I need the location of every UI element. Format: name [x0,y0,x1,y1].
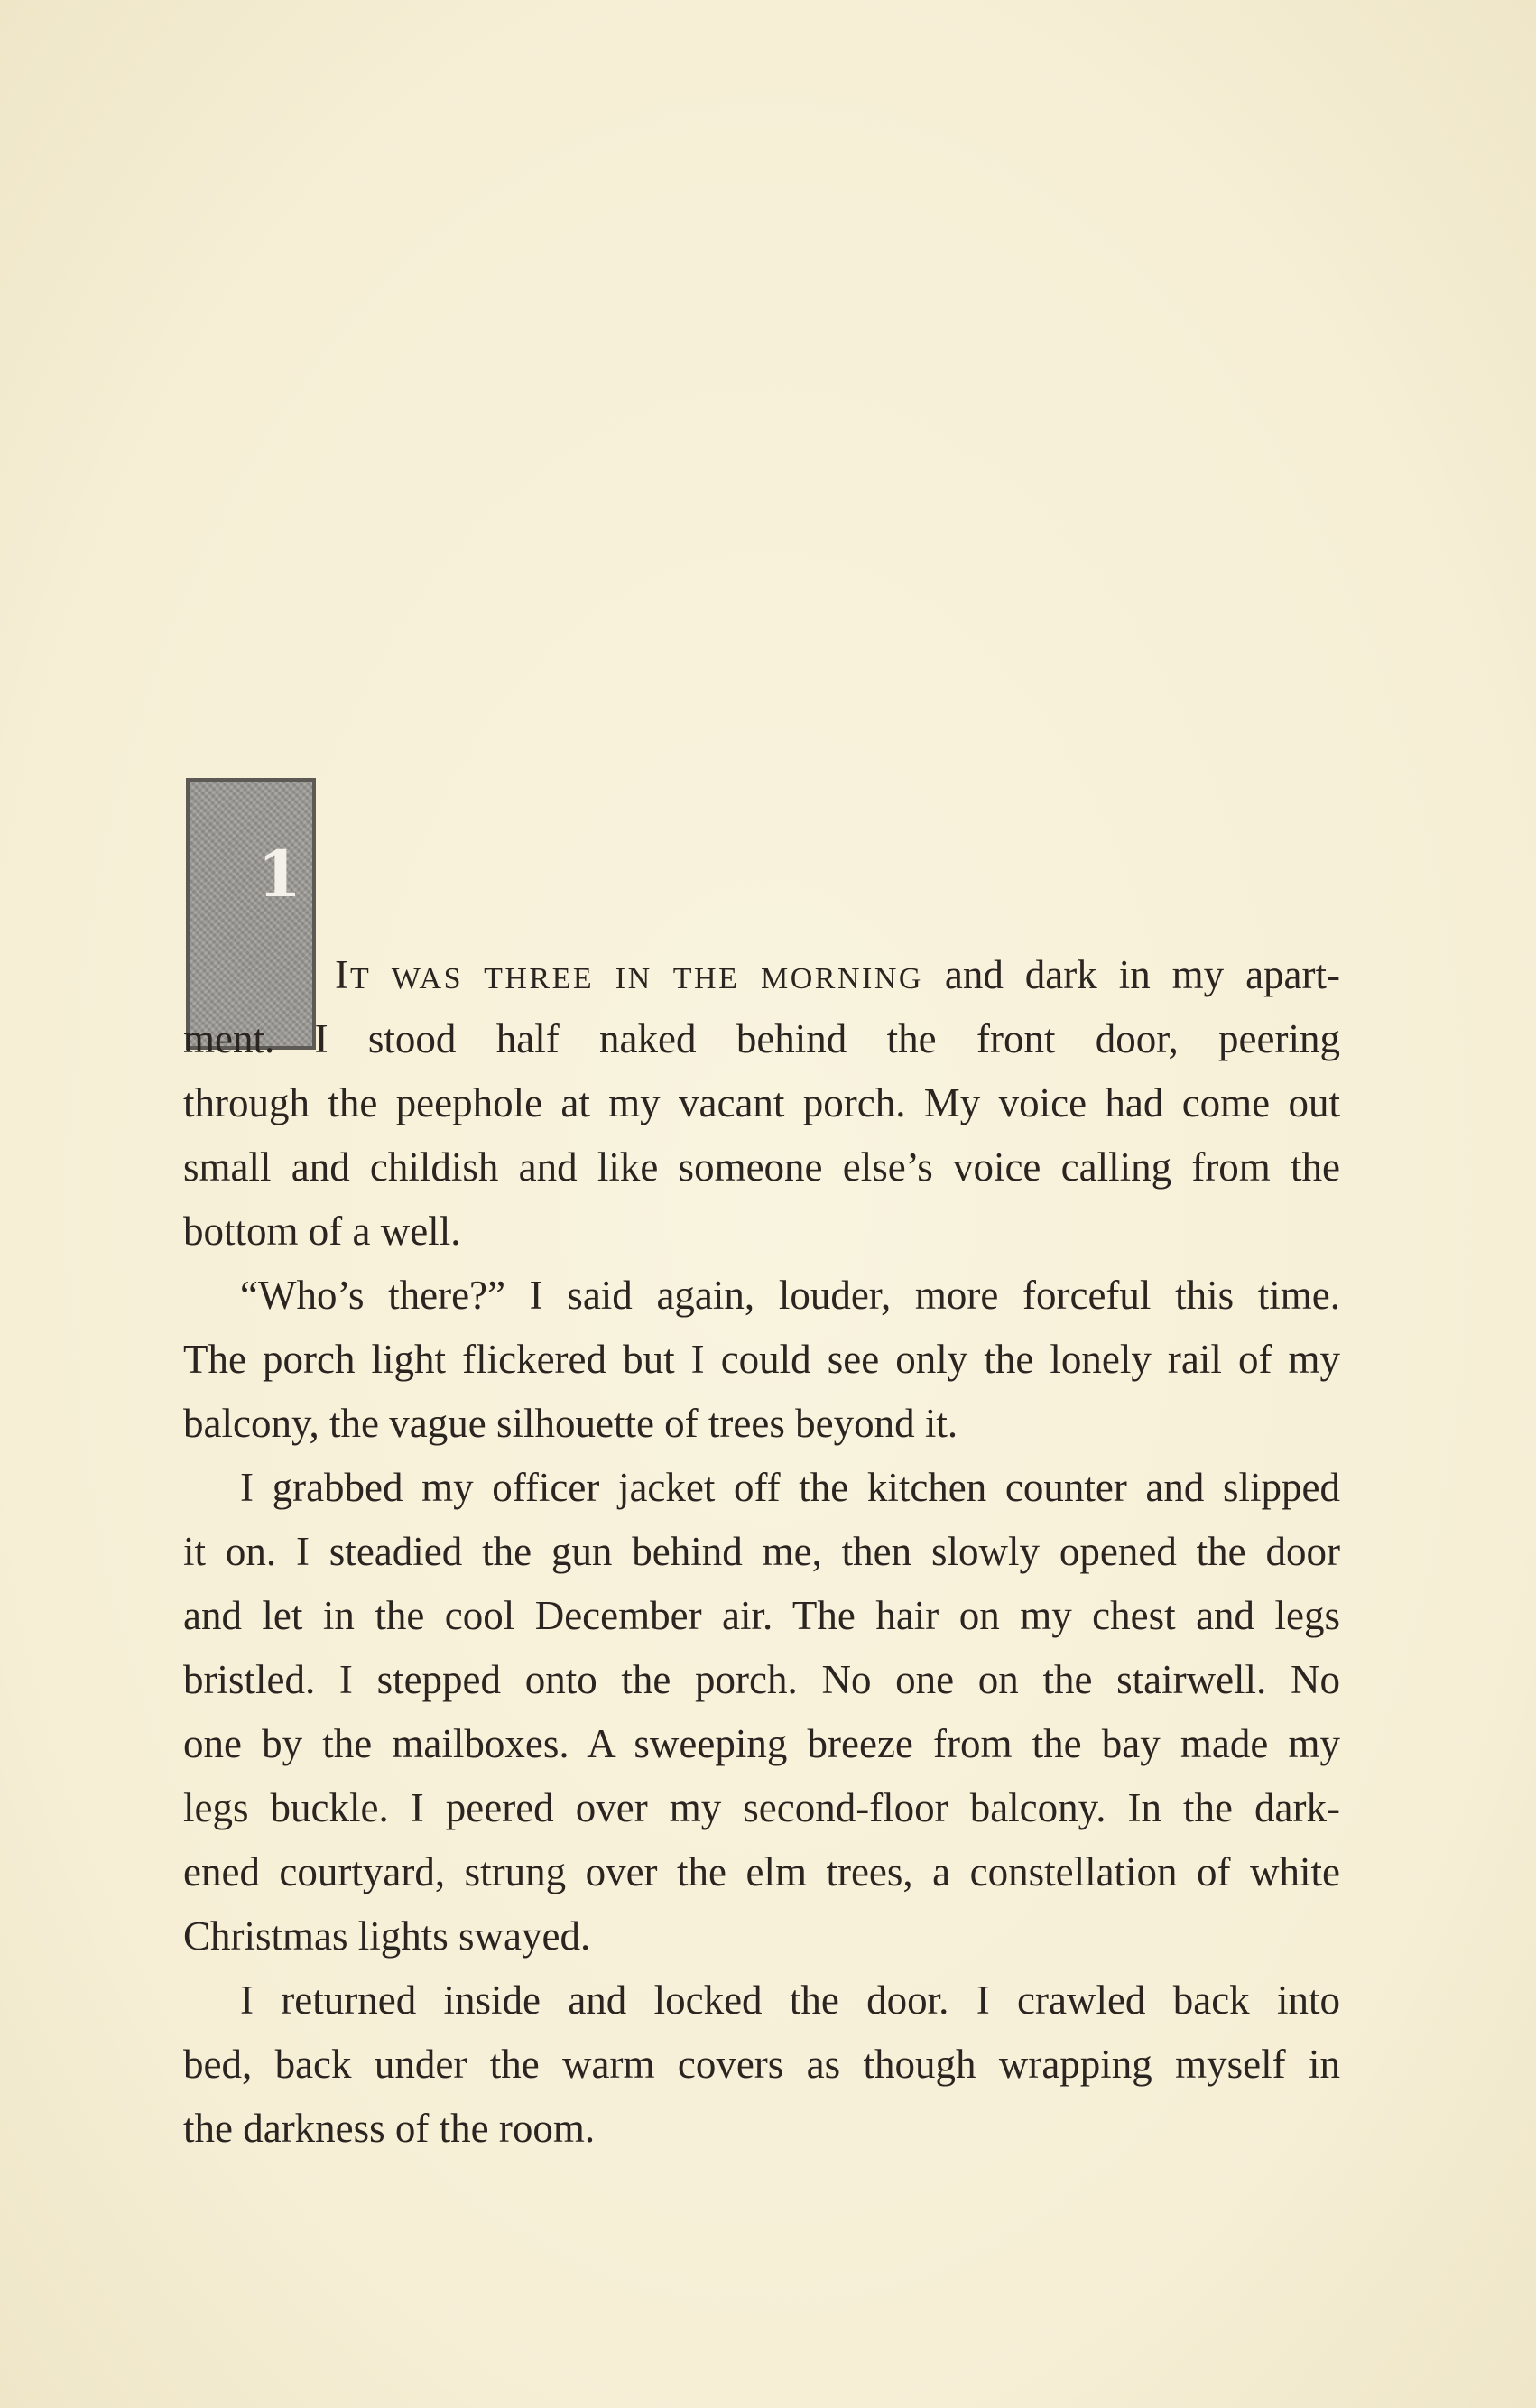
text-line: legs buckle. I peered over my second-floor balcony. In the dark- [183,1785,1340,1830]
text-line: and let in the cool December air. The hair on my chest and legs [183,1593,1340,1638]
paragraph-3 [183,1456,1340,1968]
text-line [335,943,1340,1007]
text-line: bed, back under the warm covers as though wrapping myself in [183,2042,1340,2087]
lead-in-capital: I [335,952,350,997]
text-line: The porch light flickered but I could see only the lonely rail of my [183,1337,1340,1382]
text-line: it on. I steadied the gun behind me, then slowly opened the door [183,1529,1340,1574]
text-line: bottom of a well. [183,1209,461,1254]
paragraph-4 [183,1968,1340,2161]
text-line: Christmas lights swayed. [183,1913,591,1959]
text-line: ment. I stood half naked behind the front door, peering [183,1016,1340,1061]
text-line: ened courtyard, strung over the elm trees, a constellation of white [183,1849,1340,1894]
text-line: the darkness of the room. [183,2106,596,2151]
text-line: one by the mailboxes. A sweeping breeze from the bay made my [183,1721,1340,1766]
text-line: through the peephole at my vacant porch. My voice had come out [183,1080,1340,1125]
lead-in-small-caps: T WAS THREE IN THE MORNING [350,962,923,996]
chapter-number: 1 [257,837,301,912]
text-line: bristled. I stepped onto the porch. No one on the stairwell. No [183,1657,1340,1702]
text-line: balcony, the vague silhouette of trees beyond it. [183,1401,958,1446]
lead-in-remainder: and dark in my apart- [922,952,1340,997]
text-line: small and childish and like someone else’s voice calling from the [183,1144,1340,1190]
chapter-body-text [183,943,1340,2161]
paragraph-1 [183,943,1340,1264]
text-line: I grabbed my officer jacket off the kitchen counter and slipped [240,1465,1340,1510]
text-line: I returned inside and locked the door. I crawled back into [240,1977,1340,2023]
paragraph-2 [183,1264,1340,1456]
text-line: “Who’s there?” I said again, louder, more forceful this time. [240,1273,1340,1318]
